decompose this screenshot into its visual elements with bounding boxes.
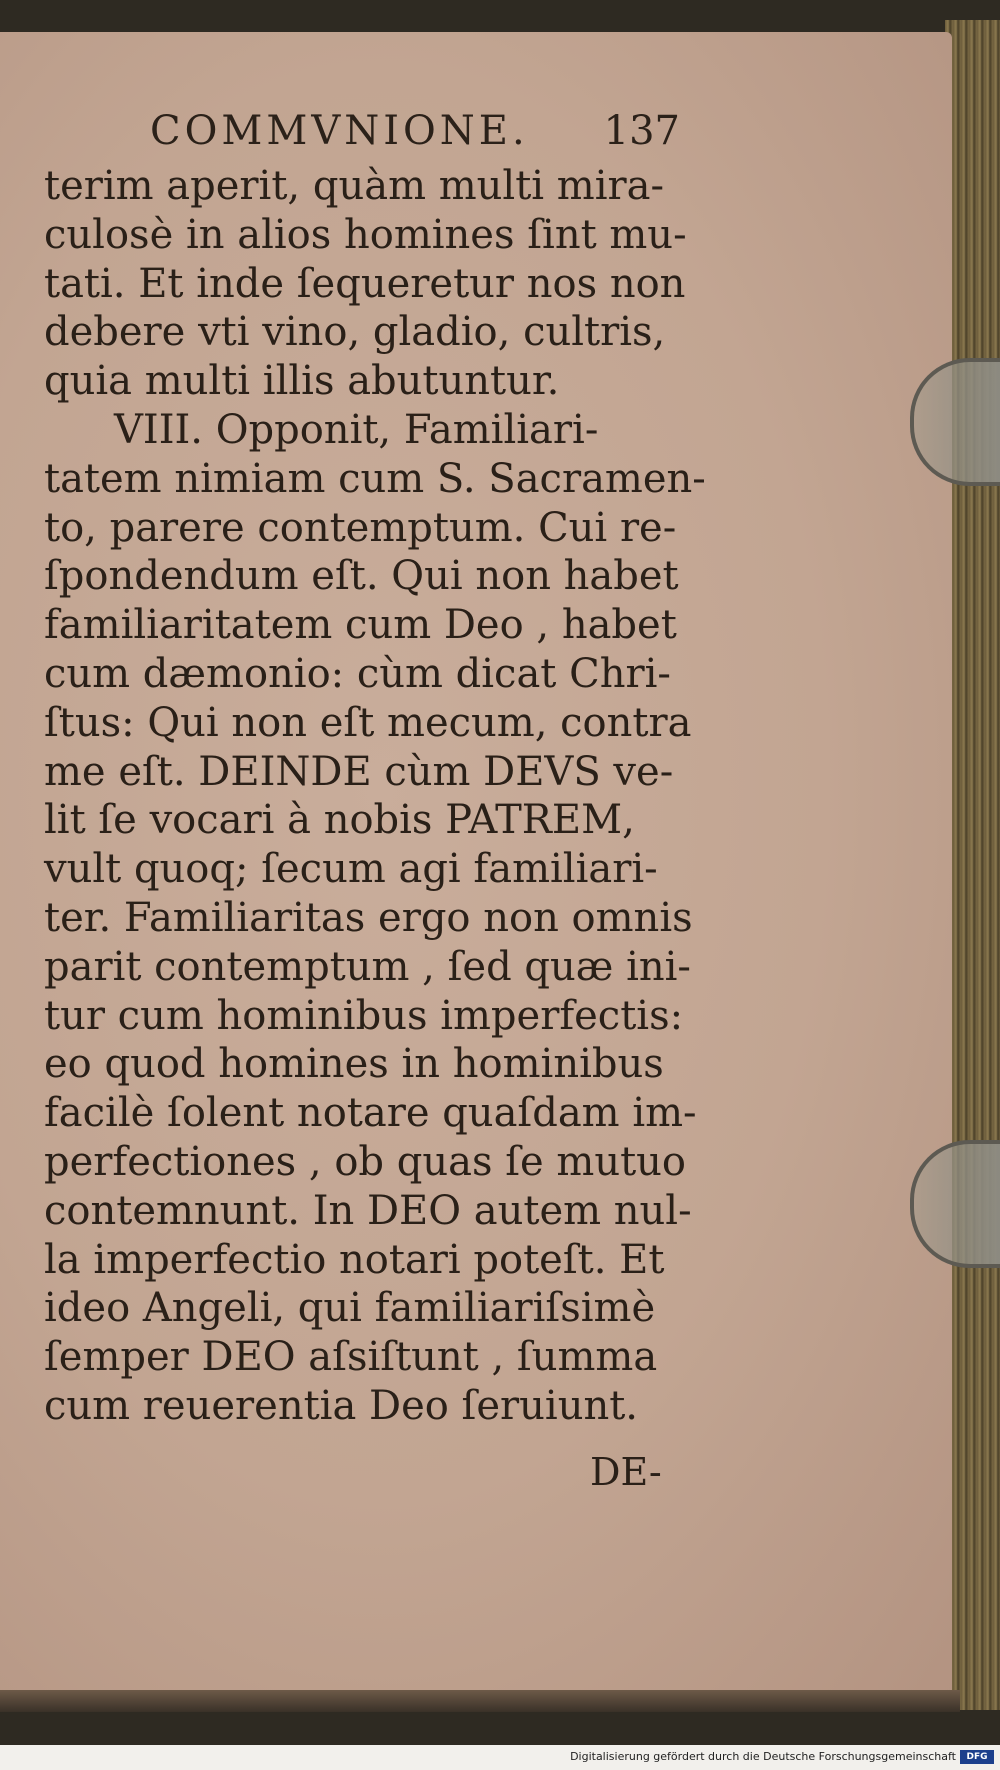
body-text — [44, 162, 706, 1431]
text-line: familiaritatem cum Deo , habet — [44, 602, 677, 649]
text-line-paragraph-start: VIII. Opponit, Familiari- — [114, 406, 599, 453]
page-number: 137 — [603, 108, 680, 154]
text-line: ter. Familiaritas ergo non omnis — [44, 894, 693, 941]
text-line: eo quod homines in hominibus — [44, 1041, 664, 1088]
text-line: parit contemptum , ſed quæ ini- — [44, 943, 691, 990]
text-line: tatem nimiam cum S. Sacramen- — [44, 455, 706, 502]
text-line: vult quoq; ſecum agi familiari- — [44, 846, 658, 893]
page-header — [150, 100, 680, 160]
book-fore-edge — [945, 20, 1000, 1710]
digitization-credit: Digitalisierung gefördert durch die Deutsche Forschungsgemeinschaft — [570, 1750, 956, 1763]
catchword: DE- — [590, 1450, 662, 1494]
text-line: terim aperit, quàm multi mira- — [44, 163, 664, 209]
text-line: culosè in alios homines ſint mu- — [44, 211, 687, 258]
dfg-logo: DFG — [960, 1750, 994, 1764]
text-line: to, parere contemptum. Cui re- — [44, 504, 677, 551]
text-line: cum reuerentia Deo ſeruiunt. — [44, 1382, 639, 1429]
text-line: ideo Angeli, qui familiariſsimè — [44, 1285, 656, 1332]
text-line: facilè ſolent notare quaſdam im- — [44, 1090, 697, 1137]
text-line: ſpondendum eſt. Qui non habet — [44, 553, 679, 600]
text-line: ſemper DEO aſsiſtunt , ſumma — [44, 1334, 658, 1381]
text-line: me eſt. DEINDE cùm DEVS ve- — [44, 748, 674, 795]
text-line: la imperfectio notari poteſt. Et — [44, 1236, 665, 1283]
text-line: quia multi illis abutuntur. — [44, 358, 560, 405]
text-line: tur cum hominibus imperfectis: — [44, 992, 684, 1039]
text-line: ſtus: Qui non eſt mecum, contra — [44, 699, 692, 746]
text-line: debere vti vino, gladio, cultris, — [44, 309, 666, 356]
text-line: cum dæmonio: cùm dicat Chri- — [44, 650, 671, 697]
page-bottom-shadow — [0, 1690, 960, 1712]
text-line: contemnunt. In DEO autem nul- — [44, 1187, 692, 1234]
running-head: COMMVNIONE. — [150, 108, 529, 154]
text-line: perfectiones , ob quas ſe mutuo — [44, 1138, 686, 1185]
text-line: tati. Et inde ſequeretur nos non — [44, 260, 686, 307]
text-line: lit ſe vocari à nobis PATREM, — [44, 797, 635, 844]
